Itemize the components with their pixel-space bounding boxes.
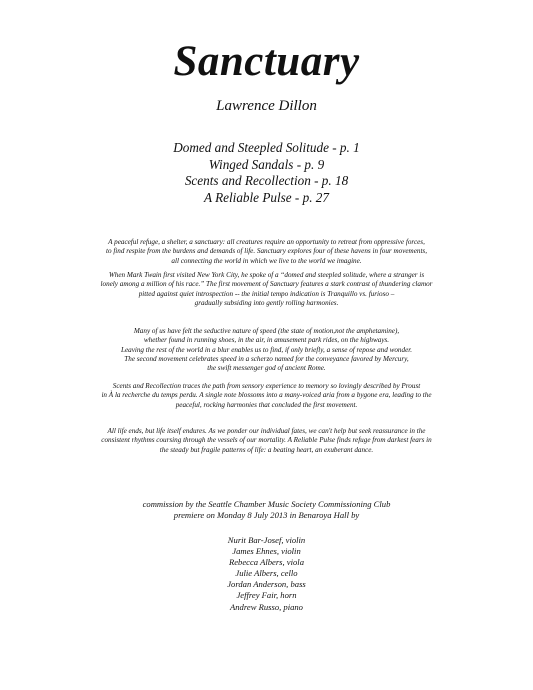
performer: James Ehnes, violin: [232, 546, 301, 557]
note-line: in À la recherche du temps perdu. A single note blossoms into a many-voiced aria from a bygone era, leading to the: [101, 391, 432, 400]
note-line: When Mark Twain first visited New York City, he spoke of a “domed and steepled solitude, where a stranger is: [108, 271, 425, 279]
performer: Andrew Russo, piano: [230, 601, 303, 612]
page-title: Sanctuary: [173, 38, 360, 85]
toc-item: Scents and Recollection - p. 18: [184, 173, 349, 188]
performer-list: [0, 535, 533, 613]
toc-item: Domed and Steepled Solitude - p. 1: [173, 140, 360, 155]
program-note-paragraph: [0, 238, 533, 266]
program-note-paragraph: [0, 327, 533, 373]
note-line: the swift messenger god of ancient Rome.: [207, 364, 326, 373]
performer: Rebecca Albers, viola: [228, 557, 304, 568]
note-line: whether found in running shoes, in the air, in amusement park rides, on the highways.: [143, 336, 390, 345]
note-line: A peaceful refuge, a shelter, a sanctuary: all creatures require an opportunity to retreat from oppressive forces,: [108, 238, 425, 246]
note-line: Leaving the rest of the world in a blur enables us to find, if only briefly, a sense of repose and wonder.: [120, 345, 413, 354]
performer: Jeffrey Fair, horn: [236, 590, 297, 601]
note-line: pitted against quiet introspection -- the initial tempo indication is Tranquillo vs. furioso –: [138, 289, 395, 298]
program-note-paragraph: [0, 427, 533, 455]
note-line: all connecting the world in which we live to the world we imagine.: [171, 256, 362, 265]
performer: Nurit Bar-Josef, violin: [227, 535, 306, 545]
performer: Jordan Anderson, bass: [227, 579, 306, 590]
note-line: Scents and Recollection traces the path from sensory experience to memory so lovingly described by Proust: [112, 382, 421, 390]
note-line: Many of us have felt the seductive nature of speed (the state of motion,not the amphetamine),: [133, 327, 400, 335]
note-line: to find respite from the burdens and demands of life. Sanctuary explores four of these havens in four movements,: [105, 247, 428, 256]
premiere-line: premiere on Monday 8 July 2013 in Benaroya Hall by: [173, 510, 360, 520]
program-note-paragraph: [0, 382, 533, 410]
commission-credit: [0, 499, 533, 521]
toc-item: A Reliable Pulse - p. 27: [203, 189, 329, 205]
note-line: The second movement celebrates speed in a scherzo named for the conveyance favored by Mercury,: [124, 354, 409, 363]
note-line: lonely among a million of his race.” The first movement of Sanctuary features a stark contrast of thundering clamor: [100, 280, 433, 289]
table-of-contents: [0, 140, 533, 206]
program-note-paragraph: [0, 271, 533, 308]
note-line: gradually subsiding into gently rolling harmonies.: [194, 298, 339, 307]
performer: Julie Albers, cello: [235, 568, 298, 579]
note-line: peaceful, rocking harmonies that concluded the first movement.: [175, 400, 358, 409]
note-line: consistent rhythms coursing through the vessels of our mortality. A Reliable Pulse finds refuge from darkest fears in: [101, 436, 432, 445]
toc-item: Winged Sandals - p. 9: [208, 156, 325, 172]
commission-line: commission by the Seattle Chamber Music Society Commissioning Club: [142, 499, 391, 509]
note-line: All life ends, but life itself endures. As we ponder our individual fates, we can't help but seek reassurance in the: [107, 427, 426, 435]
note-line: the steady but fragile patterns of life: a beating heart, an exuberant dance.: [159, 445, 374, 454]
composer-name: Lawrence Dillon: [216, 98, 317, 114]
